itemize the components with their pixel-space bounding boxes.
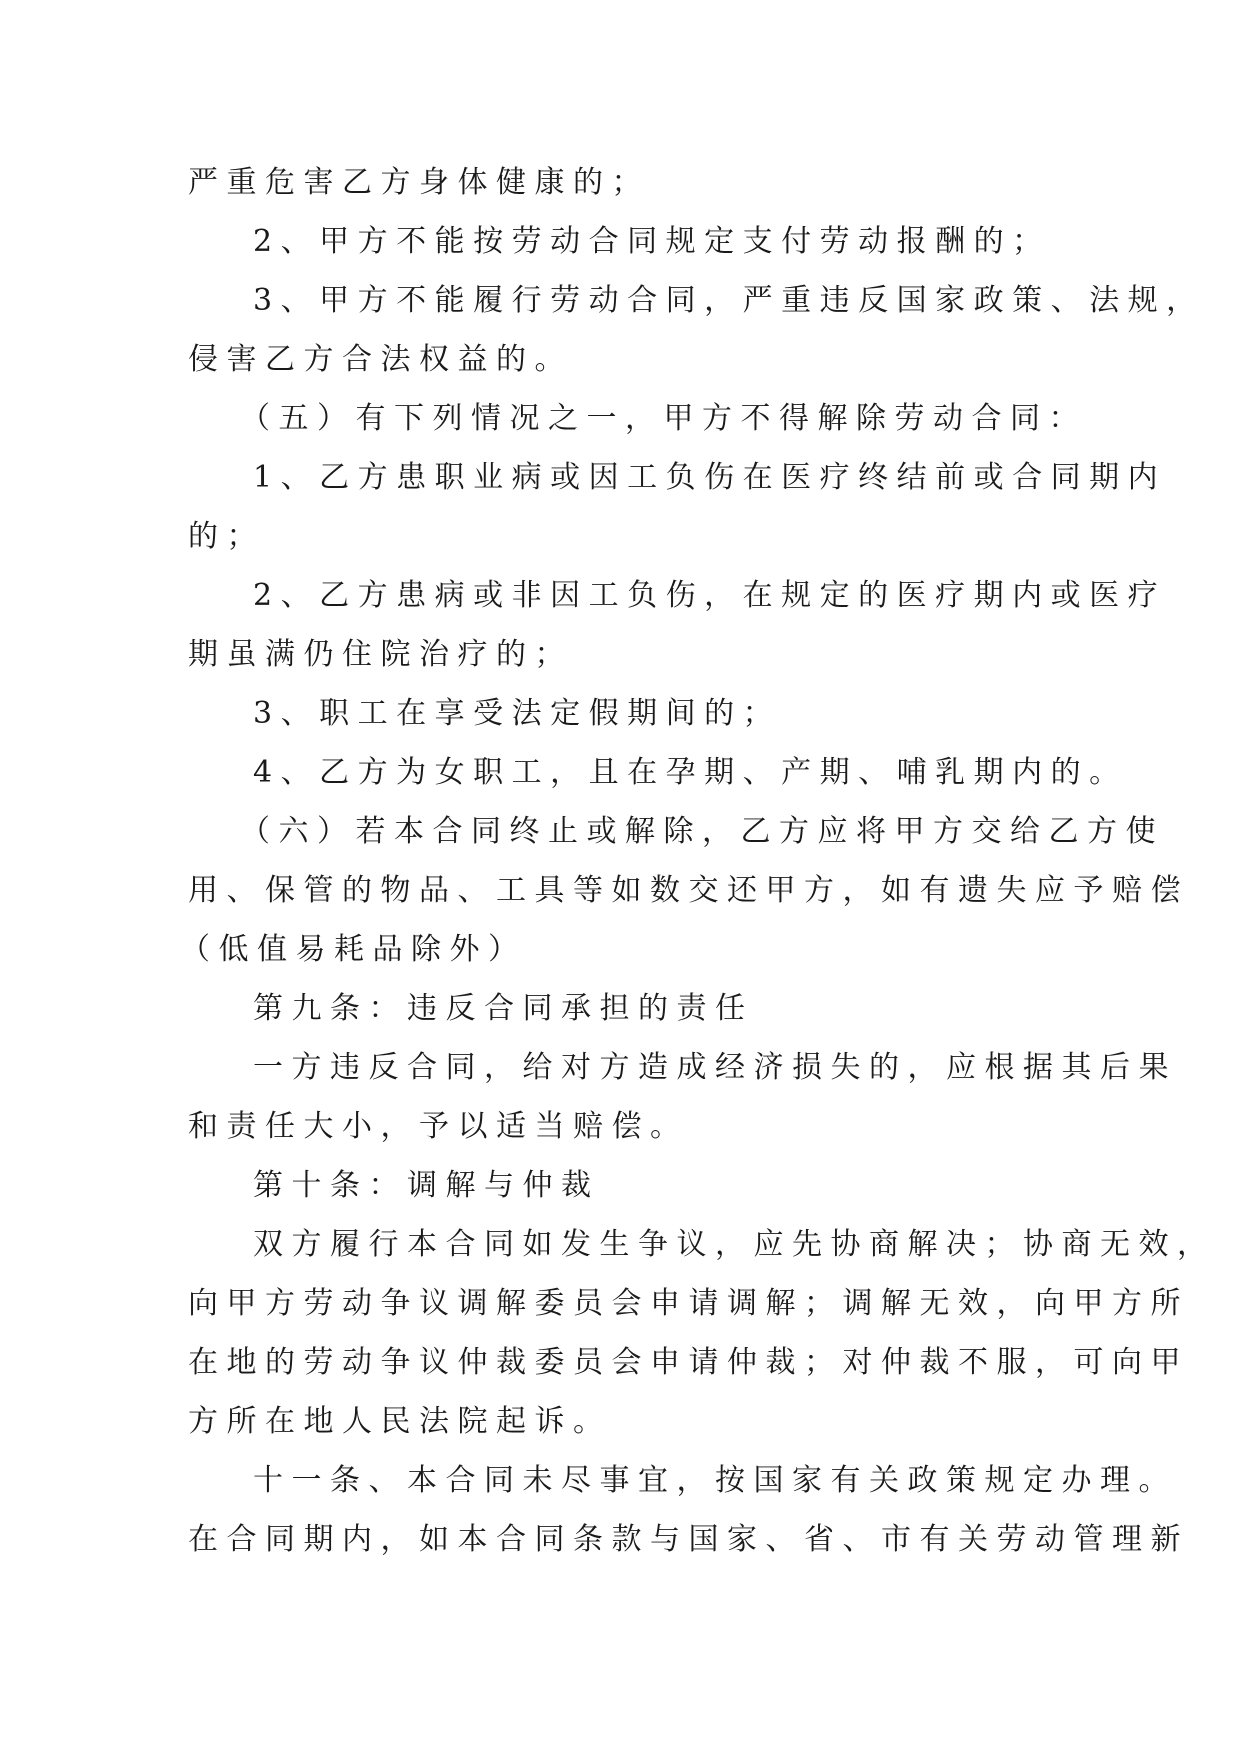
text-line: 2、乙方患病或非因工负伤，在规定的医疗期内或医疗 [253, 578, 1167, 613]
text-line: 一方违反合同，给对方造成经济损失的，应根据其后果 [253, 1050, 1177, 1085]
text-line: 方所在地人民法院起诉。 [188, 1404, 612, 1439]
text-line: （六）若本合同终止或解除，乙方应将甲方交给乙方使 [240, 814, 1164, 849]
section-heading: 第九条：违反合同承担的责任 [253, 991, 754, 1026]
text-line: 1、乙方患职业病或因工负伤在医疗终结前或合同期内 [253, 460, 1167, 495]
text-line: 在地的劳动争议仲裁委员会申请仲裁；对仲裁不服，可向甲 [188, 1345, 1189, 1380]
text-line: 严重危害乙方身体健康的； [188, 165, 650, 200]
text-line: 和责任大小，予以适当赔偿。 [188, 1109, 689, 1144]
text-line: 的； [188, 519, 265, 554]
text-line: 十一条、本合同未尽事宜，按国家有关政策规定办理。 [253, 1463, 1177, 1498]
text-line: 用、保管的物品、工具等如数交还甲方，如有遗失应予赔偿 [188, 873, 1189, 908]
text-line: （低值易耗品除外） [180, 932, 527, 967]
text-line: 期虽满仍住院治疗的； [188, 637, 573, 672]
section-heading: 第十条：调解与仲裁 [253, 1168, 600, 1203]
text-line: 3、甲方不能履行劳动合同，严重违反国家政策、法规， [253, 283, 1205, 318]
text-line: 向甲方劳动争议调解委员会申请调解；调解无效，向甲方所 [188, 1286, 1189, 1321]
text-line: （五）有下列情况之一，甲方不得解除劳动合同： [240, 401, 1087, 436]
text-line: 2、甲方不能按劳动合同规定支付劳动报酬的； [253, 224, 1051, 259]
text-line: 双方履行本合同如发生争议，应先协商解决；协商无效， [253, 1227, 1216, 1262]
text-line: 在合同期内，如本合同条款与国家、省、市有关劳动管理新 [188, 1522, 1189, 1557]
text-line: 3、职工在享受法定假期间的； [253, 696, 782, 731]
text-line: 4、乙方为女职工，且在孕期、产期、哺乳期内的。 [253, 755, 1128, 790]
text-line: 侵害乙方合法权益的。 [188, 342, 573, 377]
